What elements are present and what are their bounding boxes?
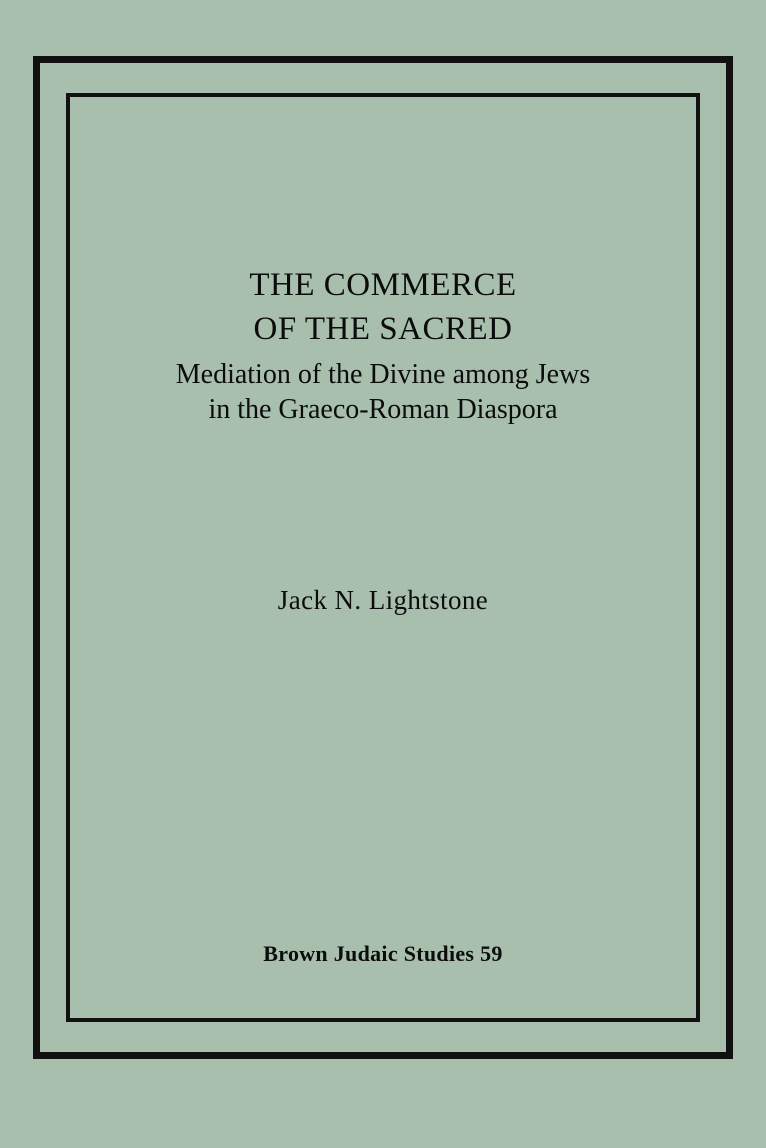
subtitle-block <box>66 357 700 427</box>
cover-content <box>66 93 700 1022</box>
title-block <box>66 263 700 427</box>
book-title-line-2: OF THE SACRED <box>253 311 513 347</box>
book-author: Jack N. Lightstone <box>277 585 489 615</box>
book-subtitle-line-2: in the Graeco-Roman Diaspora <box>208 394 558 425</box>
book-title-line-1: THE COMMERCE <box>249 267 517 303</box>
book-subtitle-line-1: Mediation of the Divine among Jews <box>175 359 591 390</box>
book-series-label: Brown Judaic Studies 59 <box>263 941 503 966</box>
